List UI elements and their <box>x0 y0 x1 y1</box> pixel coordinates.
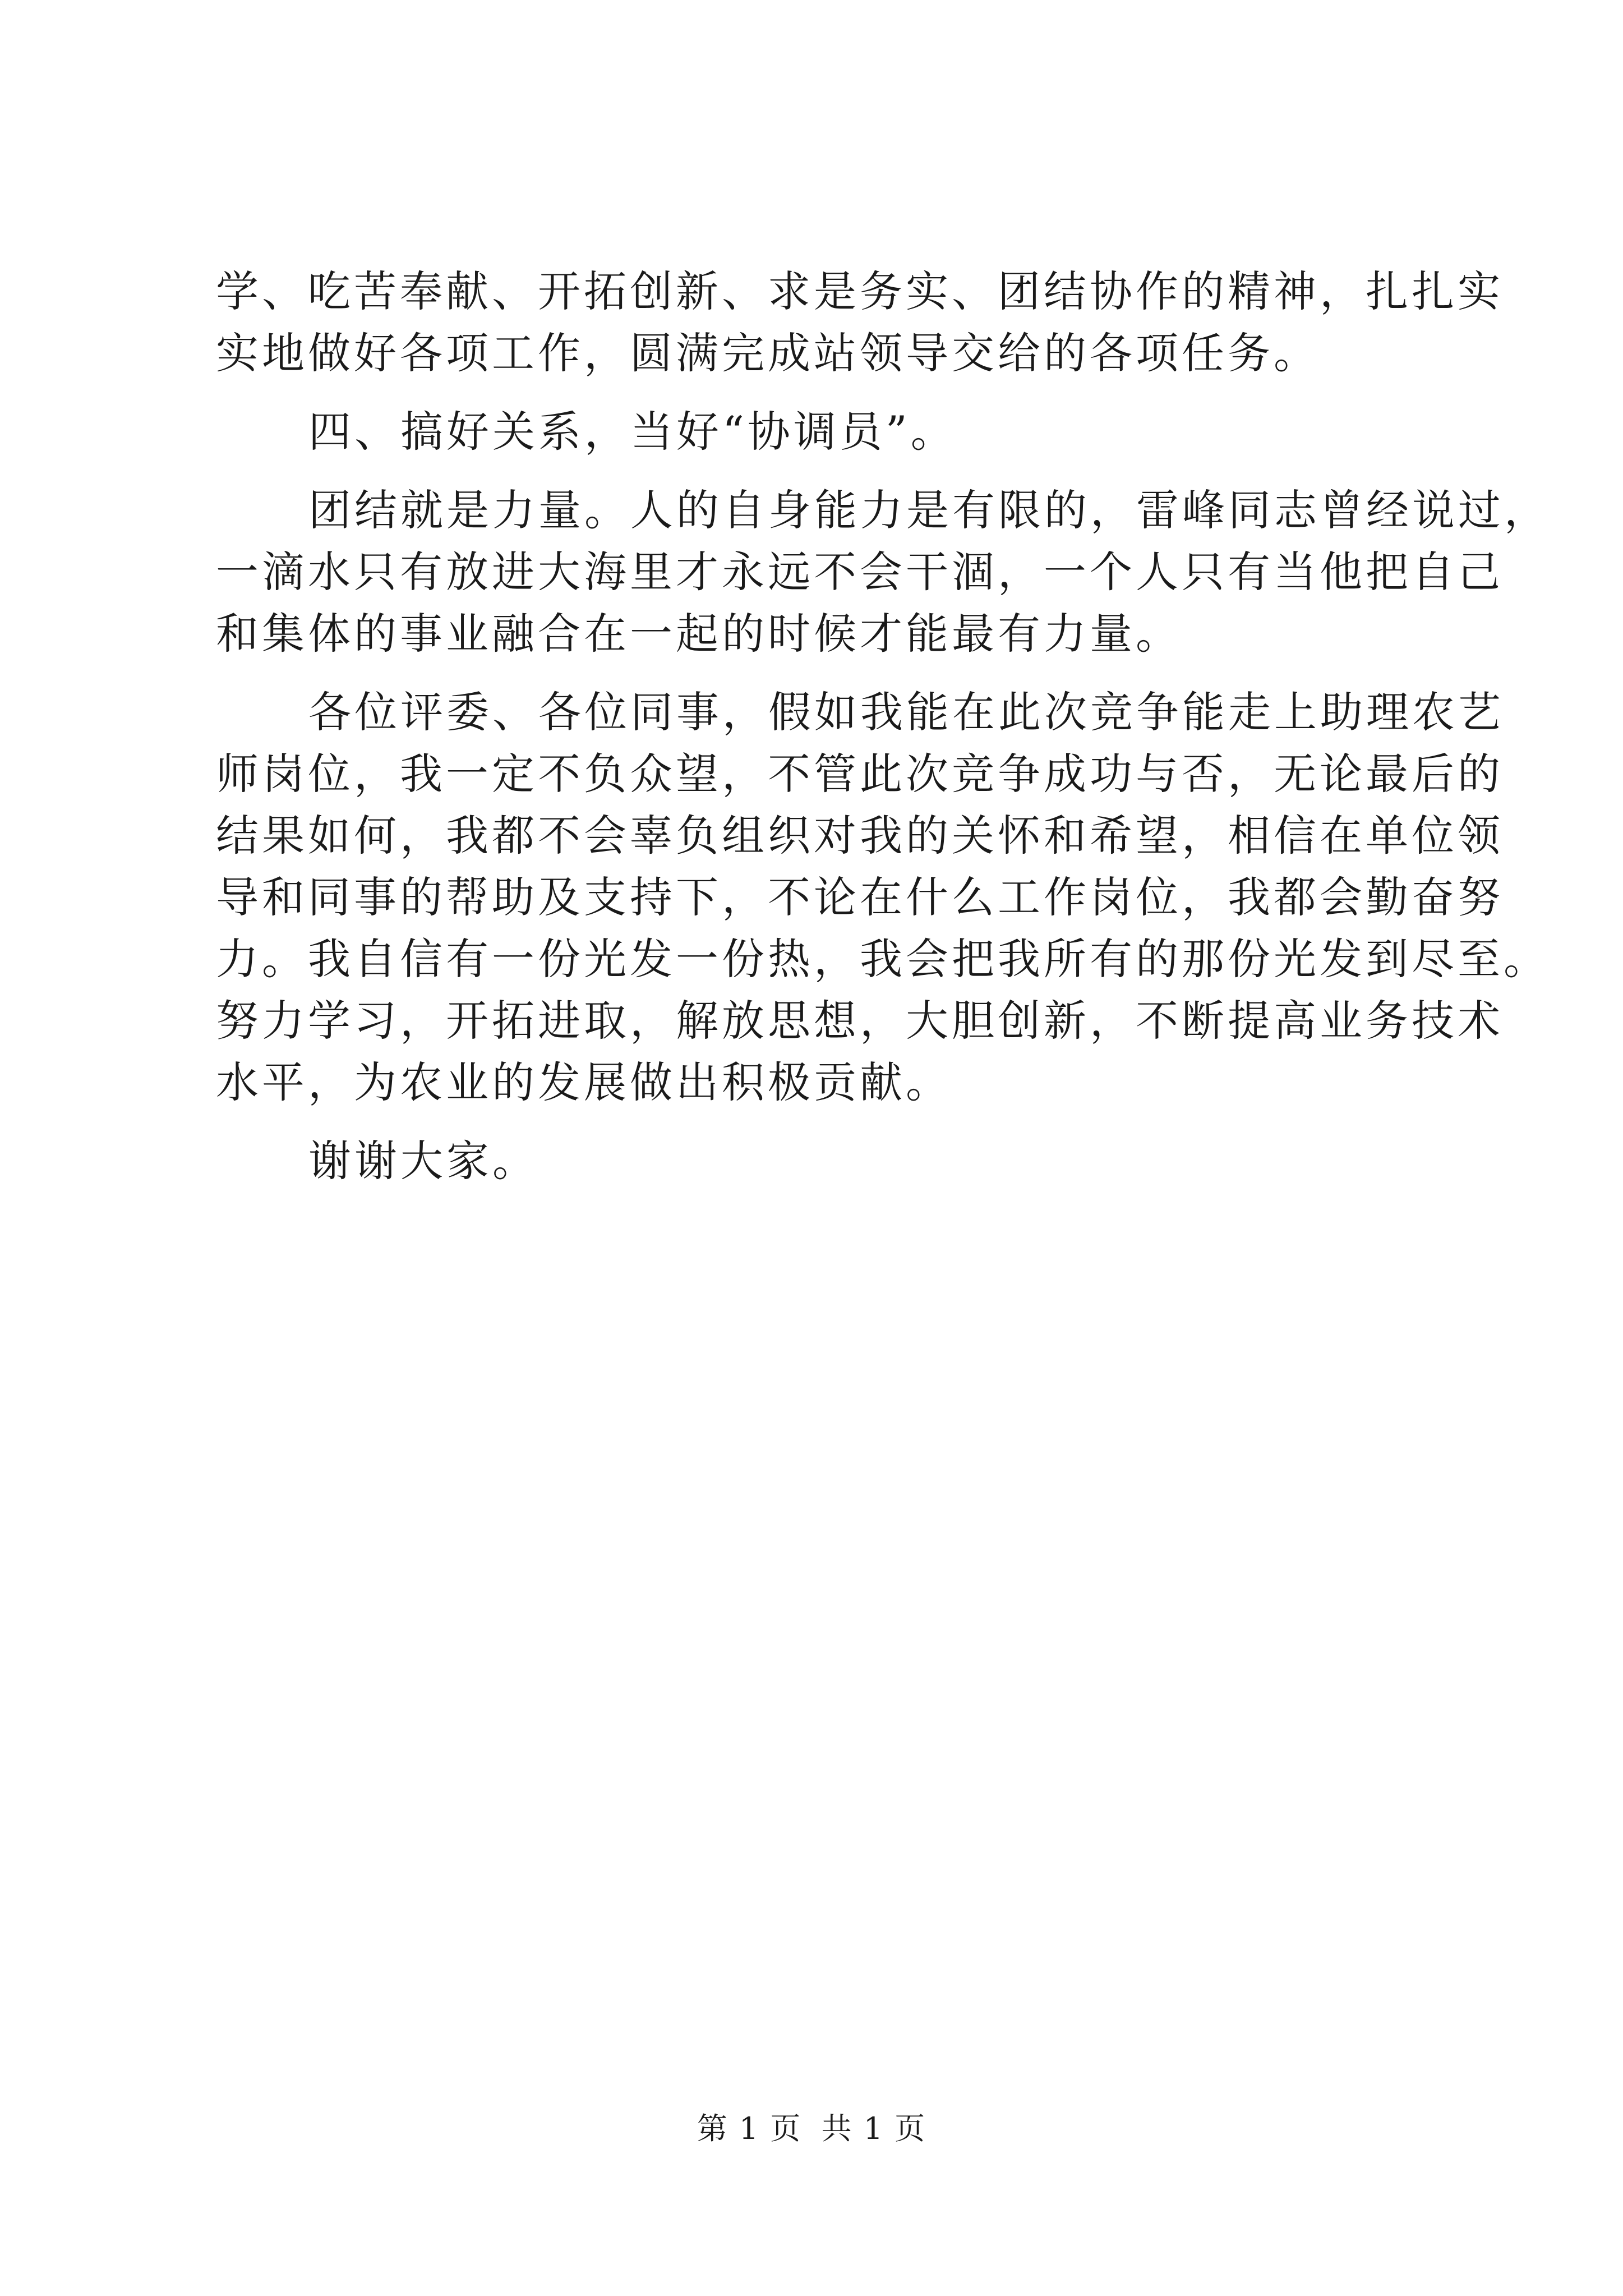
text-line: 一滴水只有放进大海里才永远不会干涸，一个人只有当他把自己 <box>216 547 1504 597</box>
page-number-current: 第 1 页 <box>697 2111 802 2146</box>
text-line: 导和同事的帮助及支持下，不论在什么工作岗位，我都会勤奋努 <box>216 872 1504 922</box>
text-line: 努力学习，开拓进取，解放思想，大胆创新，不断提高业务技术 <box>216 996 1504 1046</box>
text-line: 力。我自信有一份光发一份热，我会把我所有的那份光发到尽至。 <box>216 934 1550 984</box>
text-line: 水平，为农业的发展做出积极贡献。 <box>216 1057 952 1107</box>
text-line: 师岗位，我一定不负众望，不管此次竞争成功与否，无论最后的 <box>216 749 1504 799</box>
text-line: 和集体的事业融合在一起的时候才能最有力量。 <box>216 609 1182 659</box>
page-footer <box>0 2109 1623 2148</box>
page-number-total: 共 1 页 <box>821 2111 926 2146</box>
closing-line: 谢谢大家。 <box>308 1136 538 1186</box>
document-body <box>216 261 1550 1192</box>
text-line: 团结就是力量。人的自身能力是有限的，雷峰同志曾经说过， <box>308 485 1550 535</box>
section-heading: 四、搞好关系，当好“协调员”。 <box>308 407 957 457</box>
text-line: 学、吃苦奉献、开拓创新、求是务实、团结协作的精神，扎扎实 <box>216 266 1504 316</box>
text-line: 结果如何，我都不会辜负组织对我的关怀和希望，相信在单位领 <box>216 811 1504 861</box>
text-line: 各位评委、各位同事，假如我能在此次竞争能走上助理农艺 <box>308 687 1504 737</box>
text-line: 实地做好各项工作，圆满完成站领导交给的各项任务。 <box>216 328 1320 378</box>
